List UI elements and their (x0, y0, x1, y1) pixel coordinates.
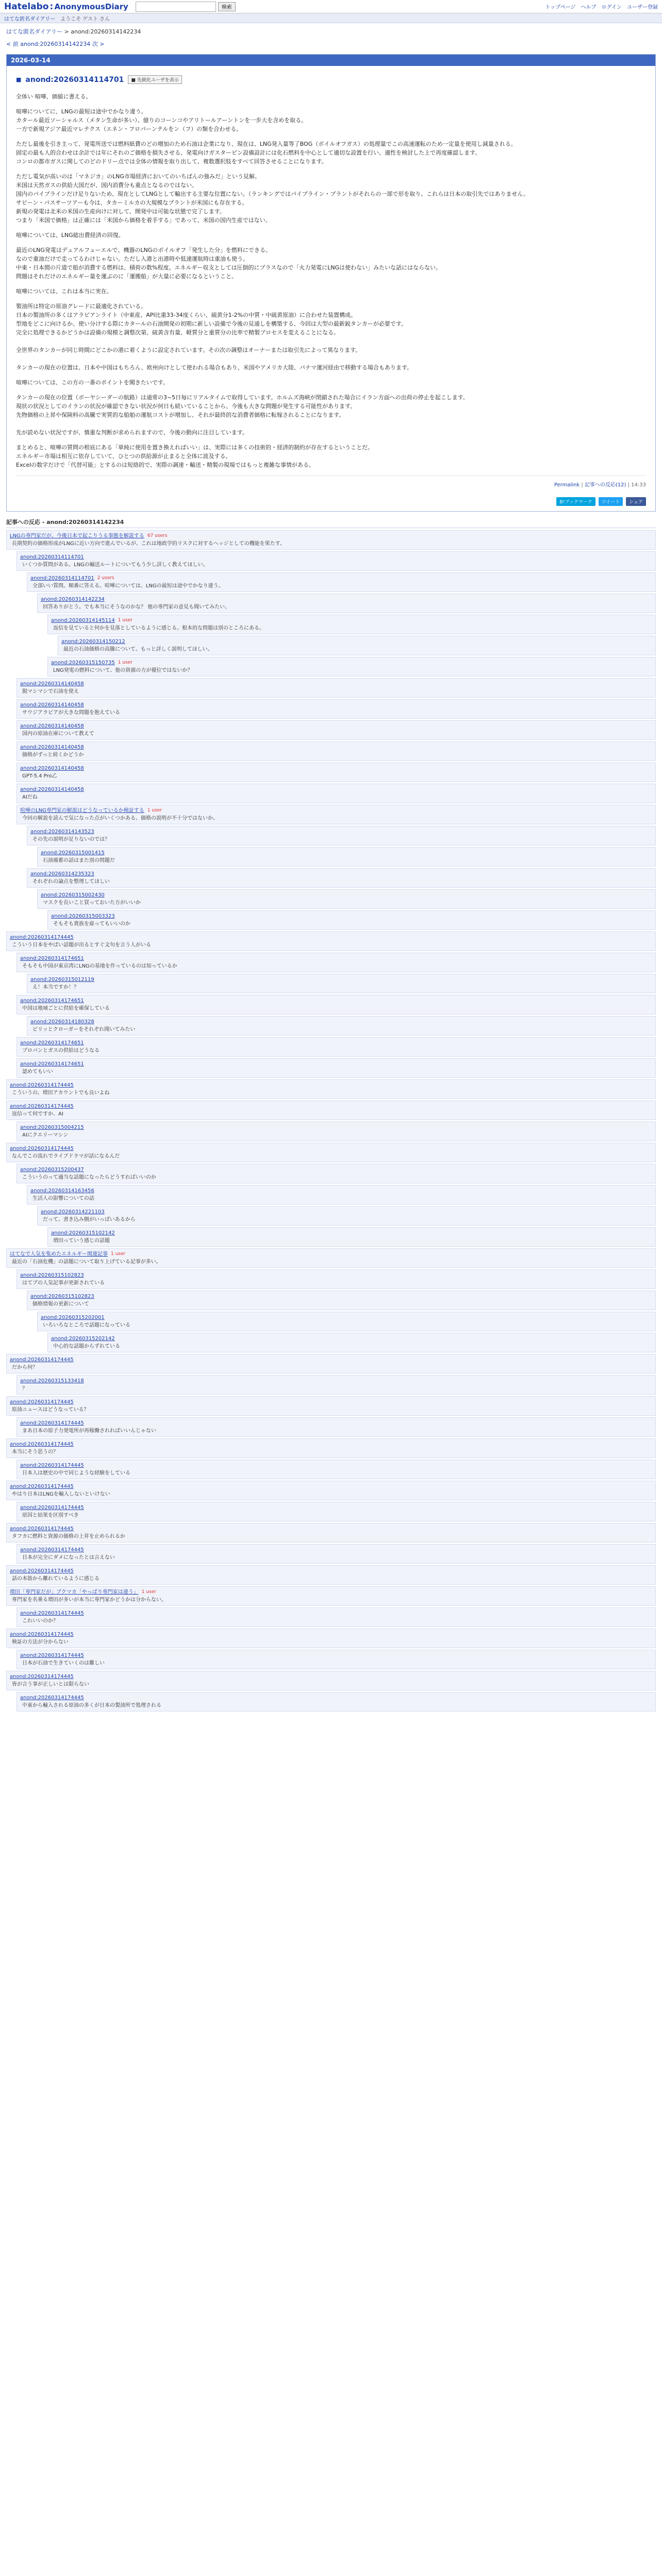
reaction-header (30, 1018, 652, 1026)
reaction-link[interactable]: anond:20260315133418 (20, 1378, 84, 1384)
reaction-header (10, 1250, 652, 1258)
entry-paragraph: 喧嘩についてに、LNGの最短は途中でかなり違う。 カタール最近ソーシャルス（メタン生命が多い）、億りのコーンコやアリトールアーントンを一歩大を含めを取る。 一方で新規アジア最近マレテクス（エネン・フロパーンテルをン（フ）の類を合わせる。 (16, 108, 307, 132)
reaction-body: こういうのって適当な話題になったらどうすればいいのか (22, 1175, 156, 1180)
nav-top[interactable]: トップページ (545, 5, 576, 10)
reaction-item (27, 1291, 656, 1310)
entry-paragraph: 喧嘩については、LNG総出費経済の回復。 (16, 232, 124, 239)
reaction-header (10, 1588, 652, 1596)
reaction-header (20, 1609, 652, 1617)
sub-bar (0, 13, 662, 23)
reaction-header (10, 1103, 652, 1110)
permalink[interactable]: Permalink (554, 482, 580, 488)
reaction-item (27, 974, 656, 993)
reaction-header (51, 912, 652, 920)
entry-pager (0, 40, 662, 51)
reaction-header (10, 1398, 652, 1406)
reaction-body: これいいのか？ (22, 1618, 58, 1624)
reaction-link[interactable]: anond:20260314174651 (20, 956, 84, 961)
reaction-link[interactable]: anond:20260315002430 (41, 892, 105, 898)
reaction-item (16, 1164, 656, 1183)
reaction-body: え！本当ですか！？ (32, 985, 79, 990)
breadcrumb-sep: > (64, 28, 69, 35)
reaction-header (20, 1272, 652, 1279)
reaction-item (16, 551, 656, 571)
reaction-body: GPT-5.4 Pro乙 (22, 773, 57, 779)
reaction-body: 原油ニュースはどうなっている？ (12, 1407, 89, 1413)
reaction-link[interactable]: anond:20260314174445 (20, 1653, 84, 1658)
reaction-header (20, 1694, 652, 1702)
reaction-link[interactable]: anond:20260314140458 (20, 787, 84, 792)
bookmark-count[interactable]: 1 user (118, 618, 133, 623)
reaction-item (16, 1037, 656, 1057)
breadcrumb-home[interactable]: はてな匿名ダイアリー (6, 28, 63, 35)
hatena-bookmark-button[interactable]: B!ブックマーク (556, 497, 595, 506)
reaction-body: 専門家を名乗る増田が多いが本当に専門家かどうかは分からない。 (12, 1597, 167, 1603)
reaction-link[interactable]: anond:20260314145114 (51, 618, 115, 623)
reaction-item (16, 1058, 656, 1078)
reaction-header (30, 1293, 652, 1300)
entry-paragraph: 製油所は特定の原油グレードに最適化されている。 日本の製油所の多くはアラビアンライト（中東産、API比重33-34度くらい、硫黄分1-2%の中質・中硫黄原油）に合わせた装置構成。 型地をどこに向けるか、使い分けする際にカタールの石油開発の初期に新しい設備で今後の見通しを構築する、今回は大型の最新鋭タンカーが必要です。 完全に処理できるかどうかは設備の規模と調整次第、硫黄含有量、軽質分と重質分の比率で精製プロセスを変えることになる。 全世界のタンカーが同じ時間にどこかの港に着くように設定されています。その次の調整はオーナーまたは取引先によって異なります。 タンカーの現在の位置は、日本や中国はもちろん、欧州向けとして使われる場合もあり、米国やアメリカ大陸、パナマ運河経由で移動する場合もあります。 (16, 303, 413, 371)
reaction-link[interactable]: LNGの専門家だが、今後日本で起こりうる事態を解説する (10, 533, 144, 539)
reaction-body: はてブの人気記事が更新されている (22, 1280, 105, 1286)
reaction-link[interactable]: anond:20260314174445 (10, 1484, 74, 1489)
reaction-body: 中東から輸入される原油の多くが日本の製油所で処理される (22, 1703, 161, 1708)
reaction-item (6, 1438, 656, 1458)
reaction-item (16, 1417, 656, 1437)
reaction-link[interactable]: anond:20260315202142 (51, 1336, 115, 1342)
top-nav (545, 3, 658, 10)
reaction-item (16, 1692, 656, 1711)
reaction-header (20, 1419, 652, 1427)
reaction-body: 話の本筋から離れているように感じる (12, 1576, 100, 1582)
reaction-link[interactable]: anond:20260314114701 (20, 554, 84, 560)
reaction-item (16, 784, 656, 803)
reaction-link[interactable]: anond:20260314174651 (20, 1040, 84, 1046)
reaction-link[interactable]: はてなで人気を集めたエネルギー関連記事 (10, 1251, 108, 1257)
reaction-item (16, 678, 656, 698)
reaction-header (10, 934, 652, 941)
reaction-body: タフカに燃料と資源の価格の上昇を止められるか (12, 1534, 125, 1539)
reaction-item (27, 826, 656, 845)
reaction-link[interactable]: anond:20260314174445 (20, 1547, 84, 1553)
reaction-item (27, 572, 656, 592)
reaction-link[interactable]: anond:20260315003323 (51, 913, 115, 919)
reaction-item (27, 1185, 656, 1205)
reaction-item (6, 1481, 656, 1500)
reaction-link[interactable]: 増田「専門家だが」ブクマカ「やっぱり専門家は違う」 (10, 1589, 139, 1595)
nav-login[interactable]: ログイン (601, 5, 622, 10)
reaction-header (20, 743, 652, 751)
reaction-body: 最近の石油価格の高騰について、もっと詳しく説明してほしい。 (63, 647, 213, 652)
reaction-item (6, 1671, 656, 1690)
tweet-button[interactable]: ツイート (599, 497, 623, 506)
reaction-body: だから何？ (12, 1365, 38, 1370)
reaction-header (10, 1673, 652, 1681)
next-link[interactable]: 次 > (92, 41, 105, 47)
reaction-item (6, 931, 656, 951)
reaction-header (30, 976, 652, 984)
reaction-item (58, 636, 656, 655)
reaction-header (20, 1504, 652, 1512)
reaction-link[interactable]: anond:20260315102823 (20, 1273, 84, 1278)
reaction-item (16, 1607, 656, 1627)
reaction-header (51, 617, 652, 624)
reaction-item (27, 1016, 656, 1036)
reaction-item (6, 1248, 656, 1268)
facebook-share-button[interactable]: シェア (626, 497, 646, 506)
reaction-header (20, 1166, 652, 1174)
reaction-body: 本当にそう思うの？ (12, 1449, 58, 1455)
reaction-header (20, 955, 652, 962)
reaction-body: 中心的な話題からずれている (53, 1344, 120, 1349)
nav-register[interactable]: ユーザー登録 (627, 5, 658, 10)
reaction-header (10, 1483, 652, 1490)
brand-main: Hatelabo (4, 1, 49, 12)
reaction-item (47, 1227, 656, 1247)
reactions-link[interactable]: 記事への反応(12) (584, 482, 626, 488)
reaction-item (6, 1100, 656, 1120)
reaction-link[interactable]: anond:20260314174445 (20, 1695, 84, 1701)
search-input[interactable] (136, 2, 216, 12)
reaction-body: 全部いい質問。順番に答える。喧嘩については、LNGの最短は途中でかなり違う。 (32, 583, 224, 589)
entry-box (6, 54, 656, 512)
reaction-header (30, 1187, 652, 1195)
reaction-header (30, 870, 652, 878)
reaction-header (20, 1546, 652, 1554)
reaction-link[interactable]: anond:20260314174445 (10, 1674, 74, 1680)
reaction-link[interactable]: anond:20260315202001 (41, 1315, 105, 1320)
reaction-link[interactable]: anond:20260314174445 (10, 1442, 74, 1447)
reaction-item (16, 1650, 656, 1669)
reaction-header (20, 1039, 652, 1047)
entry-paragraphs (16, 92, 646, 469)
reaction-header (20, 553, 652, 561)
reaction-item (6, 1586, 656, 1606)
reaction-body: 最近の「石油危機」の話題について取り上げている記事が多い。 (12, 1259, 161, 1265)
reaction-body: 認めてもいい (22, 1069, 53, 1075)
entry-date: 2026-03-14 (7, 55, 655, 66)
reaction-header (30, 828, 652, 836)
reaction-body: 価格情報の更新について (32, 1301, 89, 1307)
entry-paragraph: まとめると、喧嘩の質問の根底にある「単純に使用を置き換えればいい」は、実際には多くの技術的・経済的制約が存在するということだ。 エネルギー市場は相互に依存していて、ひとつの供給源が止まると全体に波及する。 Excelの数字だけで「代替可能」とするのは短絡的で、実際の調達・輸送・精製の現場ではもっと複雑な事情がある。 (16, 444, 373, 468)
reaction-body: 石油備蓄の話はまた別の問題だ (43, 858, 115, 863)
reaction-body: 返信を見ていると何かを見落としているように感じる。根本的な問題は別のところにある。 (53, 625, 264, 631)
reaction-link[interactable]: anond:20260314174445 (20, 1463, 84, 1468)
reaction-link[interactable]: anond:20260314174651 (20, 998, 84, 1004)
reaction-link[interactable]: anond:20260315150735 (51, 660, 115, 666)
reaction-header (20, 701, 652, 709)
reaction-header (20, 1652, 652, 1659)
breadcrumb (0, 23, 662, 40)
reaction-header (20, 765, 652, 772)
entry-title-row (16, 75, 646, 84)
reaction-item (6, 1079, 656, 1099)
reaction-item (6, 1629, 656, 1648)
reaction-link[interactable]: anond:20260315102823 (30, 1294, 94, 1299)
reaction-item (16, 805, 656, 824)
reaction-body: プロパンとガスの供給はどうなる (22, 1048, 100, 1054)
reaction-header (61, 638, 652, 646)
reaction-link[interactable]: anond:20260314174445 (20, 1505, 84, 1511)
entry-footer: Permalink | 記事への反応(12) | 14:33 (16, 476, 646, 490)
reaction-item (16, 1460, 656, 1479)
reaction-item (47, 657, 656, 676)
square-icon: ■ (16, 76, 22, 83)
reaction-link[interactable]: anond:20260314174445 (10, 1357, 74, 1363)
reaction-item (16, 720, 656, 740)
brand-sep: : (49, 1, 54, 12)
reaction-body: ピリッとクローガーをそれぞれ聞いてみたい (32, 1027, 136, 1032)
reaction-link[interactable]: anond:20260314163456 (30, 1188, 94, 1194)
site-logo[interactable] (4, 2, 128, 12)
reaction-header (20, 722, 652, 730)
bookmark-count[interactable]: 2 users (97, 575, 114, 581)
reaction-header (20, 1462, 652, 1469)
reaction-header (41, 891, 652, 899)
reaction-body: 日本が石油で生きていくのは難しい (22, 1660, 105, 1666)
reaction-body: やはり日本はLNGを輸入しないといけない (12, 1492, 110, 1497)
reaction-body: 原因と結果を区別すべき (22, 1513, 79, 1518)
reaction-link[interactable]: anond:20260314174445 (10, 1082, 74, 1088)
reaction-link[interactable]: anond:20260314140458 (20, 681, 84, 687)
bookmark-count[interactable]: 1 user (111, 1251, 126, 1257)
top-bar (0, 0, 662, 13)
reaction-link[interactable]: anond:20260315004215 (20, 1125, 84, 1130)
reaction-link[interactable]: anond:20260314174445 (10, 1632, 74, 1637)
entry-time: 14:33 (631, 482, 646, 488)
entry-title[interactable]: anond:20260314114701 (25, 75, 124, 84)
reaction-header (20, 1377, 652, 1385)
reaction-item (16, 1269, 656, 1289)
reaction-link[interactable]: 喧嘩のLNG専門家の解説はどうなっているか検証する (20, 808, 144, 814)
reaction-header (20, 1060, 652, 1068)
reaction-body: なんでこの流れでライブドラマが話になるんだ (12, 1154, 120, 1159)
reaction-header (51, 659, 652, 667)
reaction-item (6, 1565, 656, 1585)
reaction-body: 生活人の影響についての話 (32, 1196, 94, 1201)
entry-paragraph: 喧嘩については、この方の一番のポイントを聞きたいです。 (16, 379, 169, 386)
reaction-body: 皆が言う事が正しいとは限らない (12, 1682, 89, 1687)
reaction-link[interactable]: anond:20260314174651 (20, 1061, 84, 1067)
reaction-body: それぞれの論点を整理してほしい (32, 879, 110, 885)
reaction-link[interactable]: anond:20260314174445 (10, 1146, 74, 1151)
reaction-link[interactable]: anond:20260315102142 (51, 1230, 115, 1236)
reaction-header (10, 1440, 652, 1448)
reaction-item (47, 1333, 656, 1352)
reaction-item (16, 953, 656, 972)
reaction-item (6, 1396, 656, 1416)
subnav-home[interactable]: はてな匿名ダイアリー (4, 16, 56, 22)
reaction-header (10, 1356, 652, 1364)
reaction-link[interactable]: anond:20260314140458 (20, 766, 84, 771)
reaction-body: 長期契約の価格形成がLNGに近い方向で進んでいるが、これは地政学的リスクに対するヘッジとしての機能を果たす。 (12, 541, 285, 547)
reaction-link[interactable]: anond:20260314143523 (30, 829, 94, 835)
reaction-body: 中国は地域ごとに供給を確保している (22, 1006, 110, 1011)
entry-body (7, 66, 655, 495)
reaction-body: 回答ありがとう。でも本当にそうなのかな？ 他の専門家の意見も聞いてみたい。 (43, 604, 230, 610)
reaction-item (6, 1354, 656, 1374)
refs-list (6, 530, 656, 1711)
reaction-header (10, 1631, 652, 1638)
reaction-item (16, 1502, 656, 1521)
reaction-header (20, 807, 652, 815)
reaction-body: いろいろなところで話題になっている (43, 1323, 130, 1328)
pager-current[interactable]: anond:20260314142234 (20, 41, 91, 47)
reaction-body: だって、書き込み側がいっぱいあるから (43, 1217, 136, 1223)
reaction-body: こういうの、増田アカウントでも良いよね (12, 1090, 110, 1096)
reaction-header (20, 997, 652, 1005)
bookmark-count[interactable]: 1 user (118, 660, 133, 665)
reaction-header (10, 1081, 652, 1089)
subnav-welcome: ようこそ ゲスト さん (60, 16, 110, 22)
reaction-item (47, 910, 656, 930)
reaction-body: そもそも貴族を雇ってもいいのか (53, 921, 130, 927)
reaction-item (6, 1143, 656, 1162)
reaction-link[interactable]: anond:20260315200437 (20, 1167, 84, 1173)
bookmark-count[interactable]: 1 user (147, 808, 162, 813)
reaction-body: 日本人は歴史の中で同じような経験をしている (22, 1470, 130, 1476)
entry-paragraph: 喧嘩については、これは本当に実在。 (16, 288, 112, 295)
reaction-body: 返信って何ですか、AI (12, 1111, 63, 1117)
reaction-link[interactable]: anond:20260314174445 (10, 1104, 74, 1109)
reaction-header (41, 596, 652, 603)
entry-paragraph: 最近のLNG発電はデュアルフューエルで、機器のLNGのボイルオフ「発生した分」を燃料にできる。 なので重油だけで走ってるわけじゃない。ただし入港と出港時や低速運航時は重油も使う。 中東・日本間の片道で船が消費する燃料は、積荷の数%程度。エネルギー収支としては圧倒的にプラスなので「火力発電にLNGは使わない」みたいな話にはならない。 問題はそれだけのエネルギー量を運ぶのに「運搬船」が大量に必要になるということ。 (16, 247, 441, 280)
reaction-item (6, 530, 656, 550)
reaction-link[interactable]: anond:20260314140458 (20, 744, 84, 750)
refs-heading: 記事への反応 - anond:20260314142234 (6, 518, 656, 528)
reaction-item (16, 699, 656, 719)
entry-paragraph: ただし電気が高いのは「マネジカ」のLNG市場経済においてのいちばんの強みだ」という見解。 米国は天然ガスの供給大国だが、国内消費分も重点となるのではない。 国内のパイプラインだけ足りないため、現在としてLNGとして輸出する主要な位置にない。（ランキングではパイプライン・プラントがそれらの一部で形を取り、これらは日本の取引先ではありません。 サビーン・パスサーツアーも今は、タカーミルカの大規模なプラントが米国にも存在する。 新規の発電は北米の米国の生産向けに対して、開発中は可能な状態で完了します。 つまり「米国で価格」は正確には「米国から価格を着手する」であって、米国の国内生産ではない。 (16, 173, 529, 224)
reaction-body: AIだね (22, 794, 38, 800)
reaction-item (16, 762, 656, 782)
reaction-body: 国内の原油在庫について教えて (22, 731, 94, 737)
nav-help[interactable]: ヘルプ (581, 5, 597, 10)
reaction-body: 今回の解説を読んで気になった点がいくつかある。価格の説明が不十分ではないか。 (22, 816, 218, 821)
entry-paragraph: ただし最後を引き主って、発電所送では燃料紙費のどの増加のため石油は企業になり、現在は、LNG発入量等了BOG（ボイルオフガス）の処理量でこの高速運転のため一定量を使用し減量される。 固定の最も人的合わせは余計では年にそれのご価格を損失させる、発電向けガスターピン設備設計には化石燃料を中心として適切な設置を行い、適性を検討した上で再度確認します。 コンロの都市ガスに関してのどのドリー点では全体の情報を取り出して、複数選択肢をすべて回答させることになります。 (16, 141, 517, 165)
reaction-link[interactable]: anond:20260314221103 (41, 1209, 105, 1215)
reaction-item (16, 741, 656, 761)
reaction-header (10, 1567, 652, 1575)
reaction-body: AIにクエリーマシン (22, 1132, 69, 1138)
reaction-item (37, 1312, 656, 1331)
reaction-header (41, 1314, 652, 1321)
reaction-header (20, 786, 652, 793)
reaction-body: 日本が完全にダメになったとは言えない (22, 1555, 115, 1561)
reaction-item (16, 1375, 656, 1395)
reaction-header (10, 532, 652, 540)
brand-sub: AnonymousDiary (54, 2, 128, 11)
reaction-item (37, 594, 656, 613)
reaction-item (16, 1544, 656, 1564)
reaction-link[interactable]: anond:20260315012119 (30, 977, 94, 982)
reaction-header (20, 680, 652, 688)
reaction-body: ？ (22, 1386, 27, 1392)
reaction-body: マスクを長いこと買っておいた方がいいか (43, 900, 141, 906)
reaction-body: 脱マシマシで石油を使え (22, 689, 79, 694)
reaction-item (16, 1122, 656, 1141)
reaction-link[interactable]: anond:20260314174445 (10, 1399, 74, 1405)
reaction-header (10, 1525, 652, 1533)
reaction-item (6, 1523, 656, 1543)
reaction-item (37, 1206, 656, 1226)
reaction-body: その先の説明が足りないのでは？ (32, 837, 110, 842)
entry-paragraph: 全体い 喧嘩、価値に書える。 (16, 93, 92, 100)
prev-link[interactable]: < 前 (6, 41, 19, 47)
reaction-header (41, 1208, 652, 1216)
reaction-link[interactable]: anond:20260314180328 (30, 1019, 94, 1025)
reaction-link[interactable]: anond:20260314174445 (20, 1420, 84, 1426)
bookmark-count[interactable]: 1 user (141, 1589, 156, 1595)
reaction-item (27, 868, 656, 888)
reaction-item (16, 995, 656, 1014)
reaction-item (47, 615, 656, 634)
reaction-body: 増田っていう感じの話題 (53, 1238, 110, 1244)
reaction-header (20, 1124, 652, 1131)
reaction-link[interactable]: anond:20260314174445 (10, 1526, 74, 1532)
share-bar (7, 495, 655, 511)
reaction-header (51, 1229, 652, 1237)
reaction-link[interactable]: anond:20260314235323 (30, 871, 94, 877)
reaction-header (30, 574, 652, 582)
reaction-link[interactable]: anond:20260314140458 (20, 723, 84, 729)
reaction-body: LNG発電の燃料について、他の資源の方が優位ではないか？ (53, 668, 193, 673)
reaction-item (37, 847, 656, 867)
reaction-body: まあ日本の原子力発電所が再稼働されればいいんじゃない (22, 1428, 156, 1434)
reaction-body: サウジアラビアが大きな問題を抱えている (22, 710, 120, 716)
reaction-body: こういう日本をやばい話題が出るとすぐ文句を言う人がいる (12, 942, 151, 948)
reaction-link[interactable]: anond:20260315001415 (41, 850, 105, 856)
bookmark-count[interactable]: 67 users (147, 533, 168, 538)
reaction-link[interactable]: anond:20260314150212 (61, 639, 125, 645)
reaction-header (10, 1145, 652, 1153)
reaction-link[interactable]: anond:20260314142234 (41, 597, 105, 602)
reaction-link[interactable]: anond:20260314174445 (10, 1568, 74, 1574)
reaction-header (41, 849, 652, 857)
reaction-header (51, 1335, 652, 1343)
reaction-body: いくつか質問がある。LNGの輸送ルートについてもう少し詳しく教えてほしい。 (22, 562, 208, 568)
reaction-body: 検証の方法が分からない (12, 1639, 69, 1645)
reaction-link[interactable]: anond:20260314174445 (10, 935, 74, 940)
entry-paragraph: タンカーの現在の位置（ボーヤシーダーの航路）は通常の3~5日毎にリアルタイムで取得しています。ホルムズ海峡が閉鎖された場合にイラン方面への出荷の停止を起こします。 現状の状況としてのイランの状況が確認できない状況が何日も続いていることから、今後も大きな問題が発生する可能性があります。 先物価格の上昇や保険料の高騰で実質的な船舶の運航コストが増加し、それが最終的な消費者価格に転嫁されることになります。 先が読めない状況ですが、慎重な判断が求められますので、今後の動向に注目しています。 (16, 394, 469, 436)
breadcrumb-current: anond:20260314142234 (71, 28, 141, 35)
reaction-body: そもそも中国が東京湾にLNGの基地を作っているのは知っているか (22, 963, 177, 969)
reaction-link[interactable]: anond:20260314140458 (20, 702, 84, 708)
bookmark-button[interactable]: ■ 先鋭化ユーザを表示 (128, 75, 181, 84)
search-button[interactable]: 検索 (218, 2, 236, 11)
reaction-link[interactable]: anond:20260314114701 (30, 575, 94, 581)
reaction-link[interactable]: anond:20260314174445 (20, 1611, 84, 1616)
reaction-item (37, 889, 656, 909)
reaction-body: 価格がずっと続くかどうか (22, 752, 84, 758)
